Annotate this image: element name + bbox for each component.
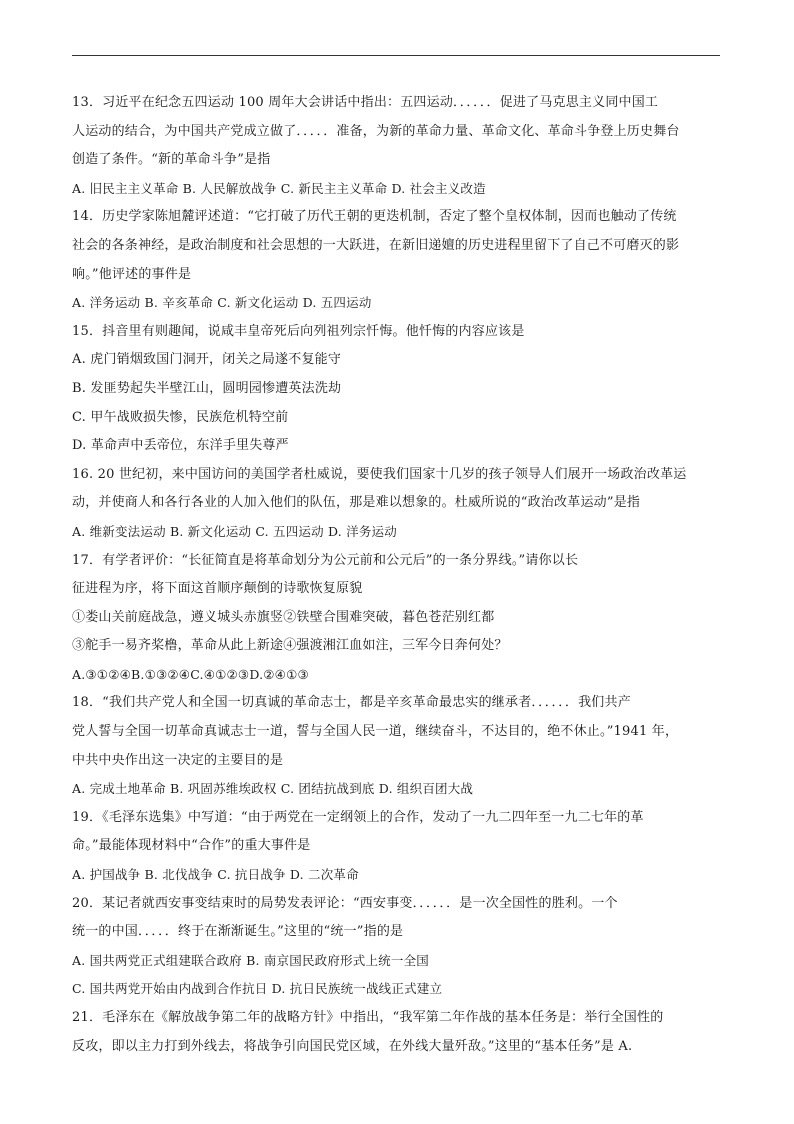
question-stem-line: 人运动的结合，为中国共产党成立做了．．．．．准备，为新的革命力量、革命文化、革命斗争登上历史舞台 — [72, 123, 680, 139]
question-stem-line: 动，并使商人和各行各业的人加入他们的队伍，那是难以想象的。杜威所说的“政治改革运动”是指 — [72, 495, 641, 511]
question-stem-line: 反攻，即以主力打到外线去，将战争引向国民党区域，在外线大量歼敌。”这里的“基本任务”是 A. — [72, 1038, 633, 1054]
question-stem-line: 15．抖音里有则趣闻，说咸丰皇帝死后向列祖列宗忏悔。他忏悔的内容应该是 — [72, 323, 525, 339]
question-stem-line: 统一的中国．．．．．终于在渐渐诞生。”这里的“统一”指的是 — [72, 924, 404, 940]
question-option-d: D. 革命声中丢帝位，东洋手里失尊严 — [72, 438, 289, 454]
question-14 — [72, 203, 722, 317]
question-stem-line: 17．有学者评价：“长征简直是将革命划分为公元前和公元后”的一条分界线。”请你以长 — [72, 552, 579, 568]
poem-line: ①娄山关前庭战急，遵义城头赤旗竖②铁壁合围难突破，暮色苍茫别红都 — [72, 609, 495, 625]
question-stem-line: 创造了条件。“新的革命斗争”是指 — [72, 152, 271, 168]
question-stem-line: 响。”他评述的事件是 — [72, 266, 192, 282]
question-options: A. 维新变法运动 B. 新文化运动 C. 五四运动 D. 洋务运动 — [72, 523, 397, 539]
question-stem-line: 社会的各条神经，是政治制度和社会思想的一大跃进，在新旧递嬗的历史进程里留下了自己不可磨灭的影 — [72, 237, 680, 253]
question-options: A.③①②④B.①③②④C.④①②③D.②④①③ — [72, 666, 309, 682]
question-stem-line: 14．历史学家陈旭麓评述道：“它打破了历代王朝的更迭机制，否定了整个皇权体制，因而也触动了传统 — [72, 209, 677, 225]
question-options-cd: C. 国共两党开始由内战到合作抗日 D. 抗日民族统一战线正式建立 — [72, 981, 443, 997]
question-options: A. 旧民主主义革命 B. 人民解放战争 C. 新民主主义革命 D. 社会主义改造 — [72, 180, 486, 196]
question-options: A. 护国战争 B. 北伐战争 C. 抗日战争 D. 二次革命 — [72, 867, 359, 883]
header-rule — [72, 55, 720, 56]
question-options: A. 完成土地革命 B. 巩固苏维埃政权 C. 团结抗战到底 D. 组织百团大战 — [72, 781, 474, 797]
question-stem-line: 13．习近平在纪念五四运动 100 周年大会讲话中指出：五四运动．．．．．．促进了马克思主义同中国工 — [72, 95, 659, 110]
question-17 — [72, 547, 722, 690]
question-stem-line: 命。”最能体现材料中“合作”的重大事件是 — [72, 838, 311, 854]
question-15 — [72, 318, 722, 461]
question-stem-line: 20．某记者就西安事变结束时的局势发表评论：“西安事变．．．．．．是一次全国性的胜利。一个 — [72, 895, 618, 911]
question-stem-line: 18．“我们共产党人和全国一切真诚的革命志士，都是辛亥革命最忠实的继承者．．．．．．我们共产 — [72, 695, 631, 711]
question-stem-line: 21．毛泽东在《解放战争第二年的战略方针》中指出，“我军第二年作战的基本任务是：举行全国性的 — [72, 1010, 664, 1025]
question-13 — [72, 89, 722, 203]
question-16 — [72, 461, 722, 547]
question-option-c: C. 甲午战败损失惨，民族危机特空前 — [72, 409, 289, 425]
question-stem-line: 16. 20 世纪初，来中国访问的美国学者杜威说，要使我们国家十几岁的孩子领导人们展开一场政治改革运 — [72, 466, 687, 482]
question-20 — [72, 890, 722, 1004]
poem-line: ③舵手一易齐桨橹，革命从此上新途④强渡湘江血如注，三军今日奔何处？ — [72, 638, 508, 654]
question-options-ab: A. 国共两党正式组建联合政府 B. 南京国民政府形式上统一全国 — [72, 952, 429, 968]
question-stem-line: 征进程为序，将下面这首顺序颠倒的诗歌恢复原貌 — [72, 581, 363, 597]
question-options: A. 洋务运动 B. 辛亥革命 C. 新文化运动 D. 五四运动 — [72, 295, 372, 311]
question-option-a: A. 虎门销烟致国门洞开，闭关之局遂不复能守 — [72, 352, 342, 368]
question-18 — [72, 689, 722, 803]
question-21 — [72, 1004, 722, 1061]
question-19 — [72, 804, 722, 890]
question-stem-line: 党人誓与全国一切革命真诚志士一道，誓与全国人民一道，继续奋斗，不达目的，绝不休止。”1941 年， — [72, 724, 679, 740]
question-stem-line: 19．《毛泽东选集》中写道：“由于两党在一定纲领上的合作，发动了一九二四年至一九二七年的革 — [72, 809, 644, 825]
question-option-b: B. 发匪势起失半壁江山，圆明园惨遭英法洗劫 — [72, 380, 342, 396]
question-stem-line: 中共中央作出这一决定的主要目的是 — [72, 752, 284, 768]
question-list — [72, 89, 722, 1061]
